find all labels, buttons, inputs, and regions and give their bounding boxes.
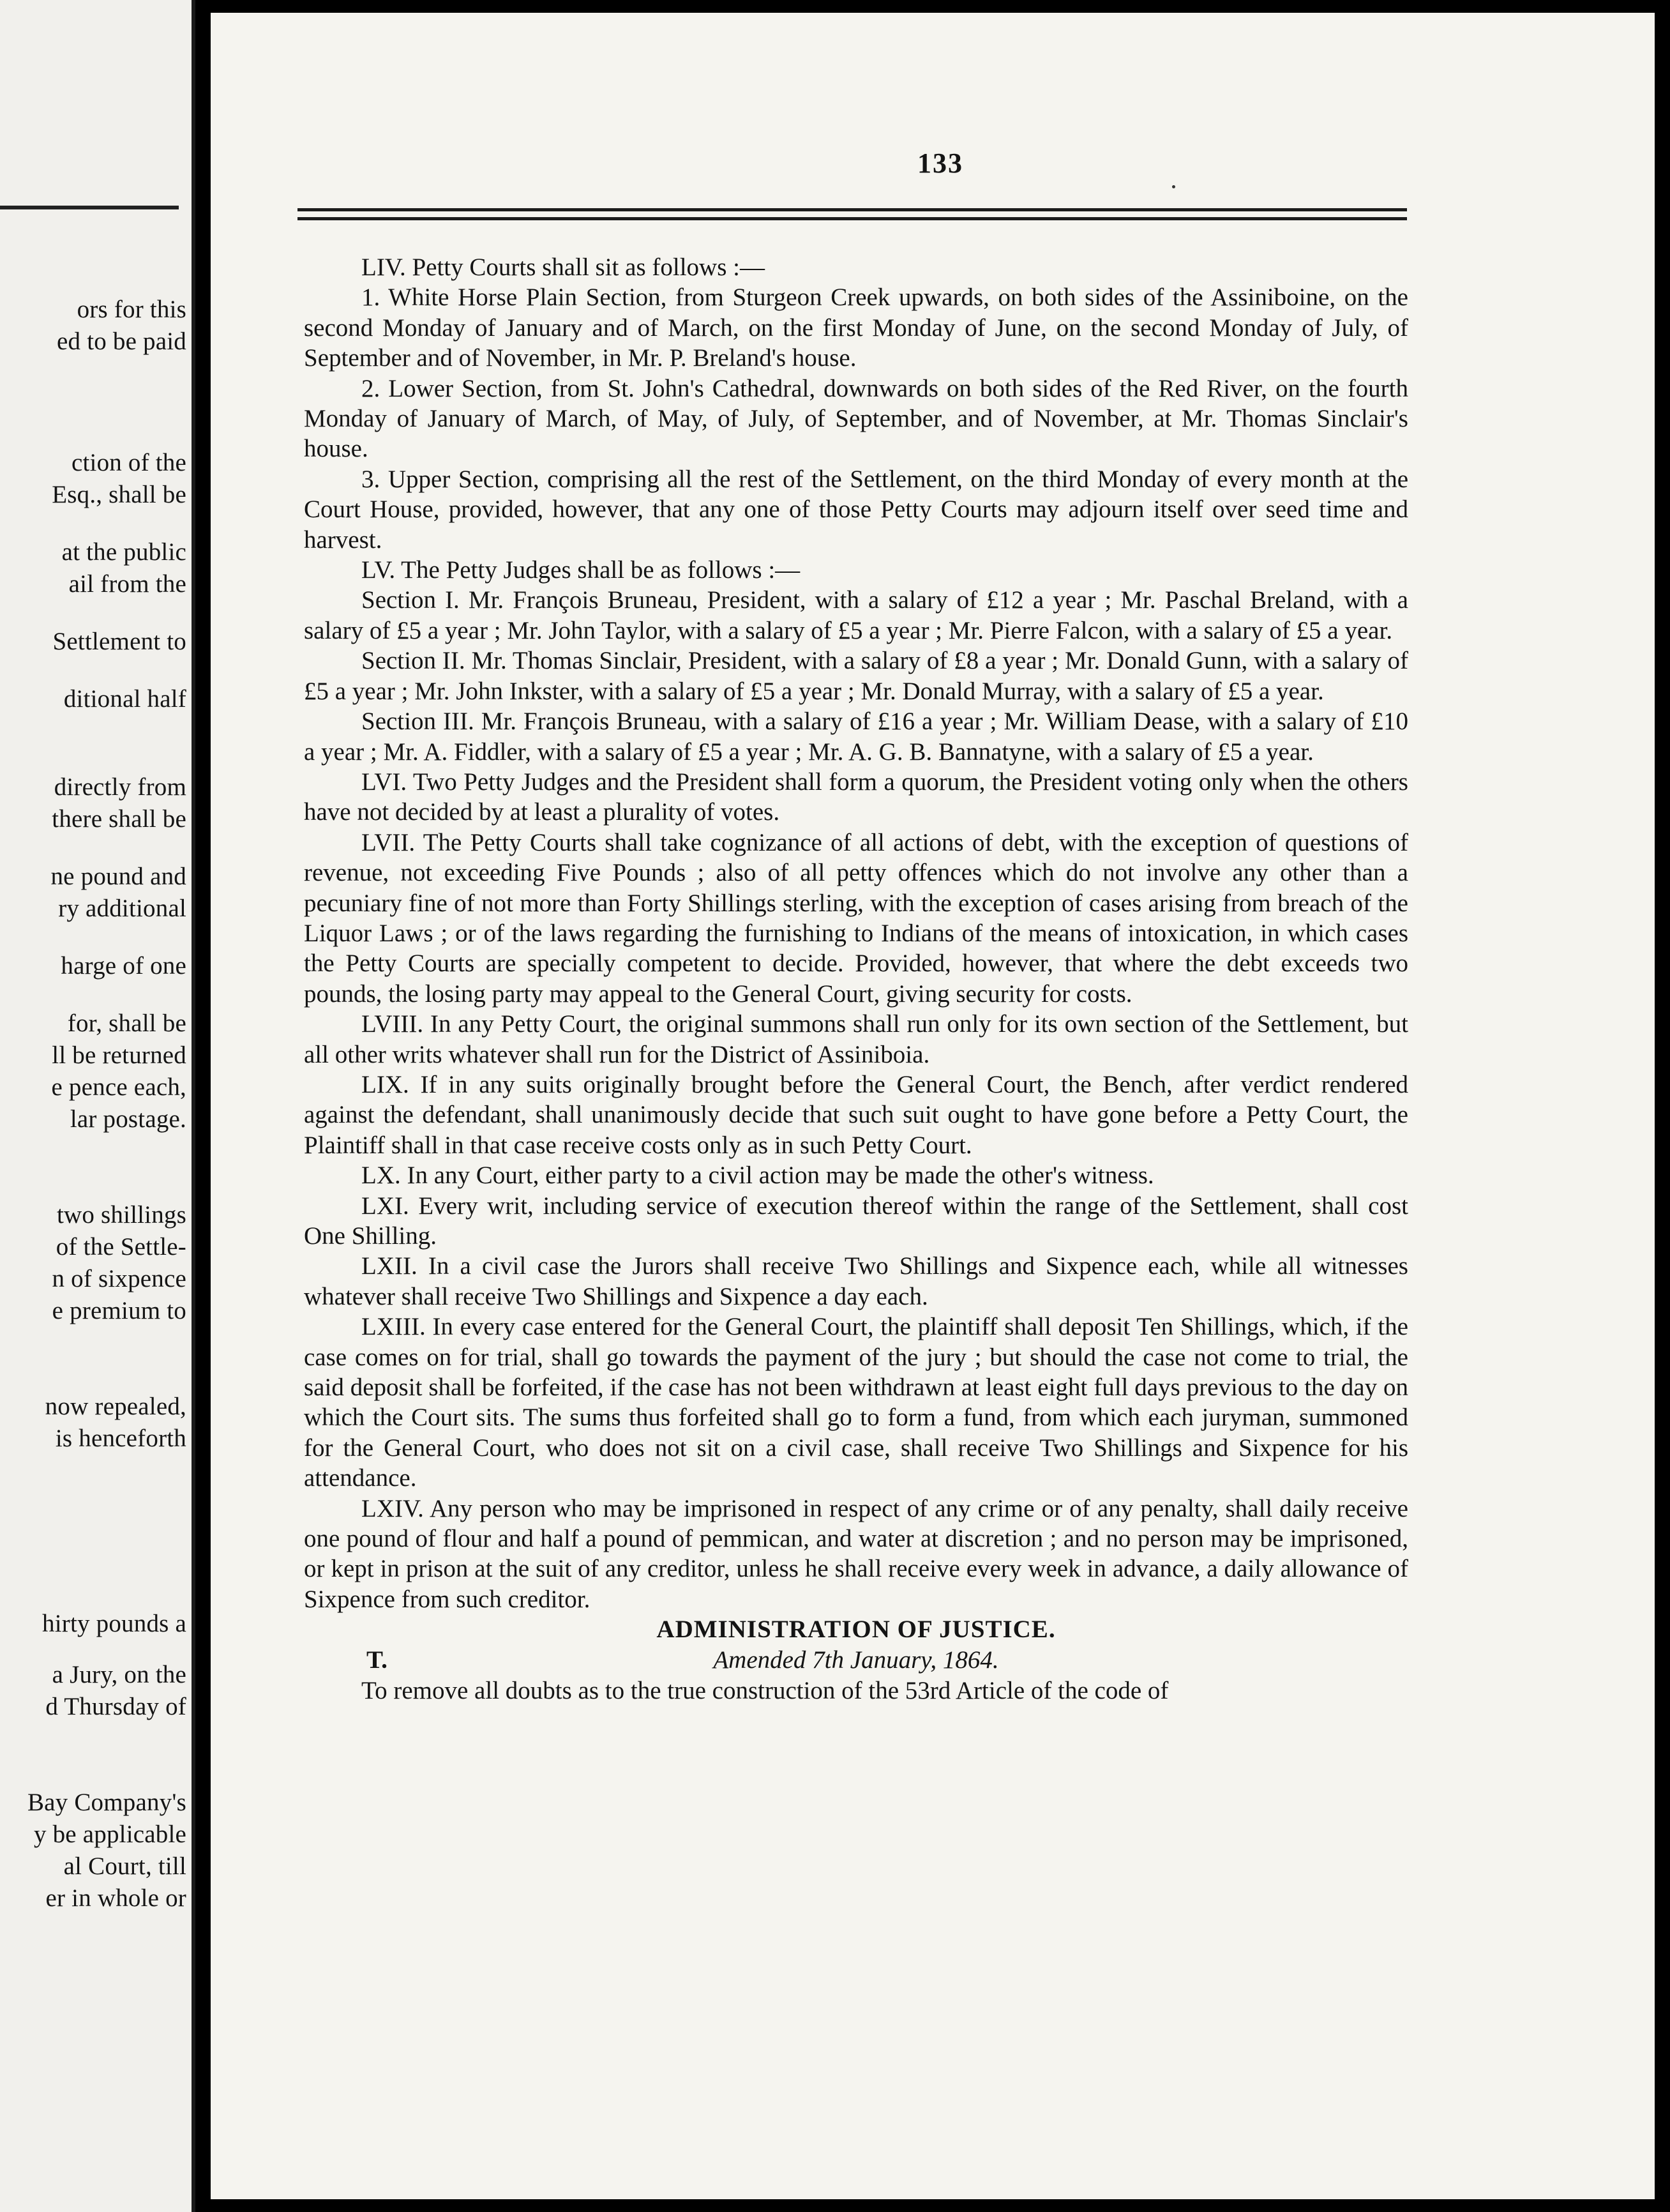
left-page-fragment: a Jury, on the	[52, 1661, 186, 1688]
header-double-rule	[297, 208, 1407, 222]
section-heading: ADMINISTRATION OF JUSTICE.	[656, 1616, 1056, 1644]
left-page-fragment: now repealed,	[45, 1393, 186, 1420]
left-page-fragment: there shall be	[52, 805, 186, 833]
amendment-date: Amended 7th January, 1864.	[713, 1646, 999, 1674]
left-page-fragment: Bay Company's	[27, 1789, 186, 1816]
section-number: T.	[366, 1646, 387, 1674]
paragraph-lxii: LXII. In a civil case the Jurors shall receive Two Shillings and Sixpence each, while all witnesses whatever shall receive Two Shillings and Sixpence a day each.	[304, 1252, 1408, 1310]
document-page	[211, 13, 1655, 2199]
paragraph-lxi: LXI. Every writ, including service of execution thereof within the range of the Settlement, shall cost One Shilling.	[304, 1192, 1408, 1250]
left-page-fragment: of the Settle-	[56, 1233, 186, 1261]
page-number: 133	[917, 148, 963, 179]
paragraph-section-i: Section I. Mr. François Bruneau, President, with a salary of £12 a year ; Mr. Paschal Breland, with a salary of £5 a year ; Mr. John Taylor, with a salary of £5 a year ; Mr. Pierre Falcon, with a salary of £5 a year.	[304, 586, 1408, 644]
left-page-fragment: ry additional	[58, 895, 186, 922]
paragraph-liv-1: 1. White Horse Plain Section, from Sturgeon Creek upwards, on both sides of the Assiniboine, on the second Monday of January and of March, on the first Monday of June, on the second Monday of July, of September and of November, in Mr. P. Breland's house.	[304, 284, 1408, 372]
closing-paragraph: To remove all doubts as to the true construction of the 53rd Article of the code of	[361, 1676, 1169, 1704]
paragraph-lix: LIX. If in any suits originally brought before the General Court, the Bench, after verdict rendered against the defendant, shall unanimously decide that such suit ought to have gone before a Petty Court, the Plaintiff shall in that case receive costs only as in such Petty Court.	[304, 1070, 1408, 1159]
left-page-fragment: Settlement to	[52, 628, 186, 655]
left-page-fragment: directly from	[54, 773, 186, 801]
paragraph-lxiv: LXIV. Any person who may be imprisoned in respect of any crime or of any penalty, shall daily receive one pound of flour and half a pound of pemmican, and water at discretion ; and no person may be imprisoned, or kept in prison at the suit of any creditor, unless he shall receive every week in advance, a daily allowance of Sixpence from such creditor.	[304, 1494, 1408, 1613]
paragraph-lvi: LVI. Two Petty Judges and the President shall form a quorum, the President voting only when the others have not decided by at least a plurality of votes.	[304, 768, 1408, 826]
left-page-fragment: lar postage.	[70, 1105, 186, 1133]
page-body	[304, 252, 1408, 1706]
left-page-fragment: Esq., shall be	[52, 481, 186, 508]
left-page-fragment: e pence each,	[51, 1073, 186, 1101]
left-page-fragment: ail from the	[68, 570, 186, 598]
left-page-rule	[0, 206, 179, 209]
left-page-fragment: two shillings	[56, 1201, 186, 1229]
left-page-fragment: er in whole or	[45, 1884, 186, 1912]
paragraph-lv: LV. The Petty Judges shall be as follows :—	[361, 556, 801, 584]
paragraph-lvii: LVII. The Petty Courts shall take cognizance of all actions of debt, with the exception of questions of revenue, not exceeding Five Pounds ; also of all petty offences which do not involve any other than a pecuniary fine of not more than Forty Shillings sterling, with the exception of cases arising from breach of the Liquor Laws ; or of the laws regarding the furnishing to Indians of the means of intoxication, in which cases the Petty Courts are specially competent to decide. Provided, however, that where the debt exceeds two pounds, the losing party may appeal to the General Court, giving security for costs.	[304, 828, 1408, 1008]
left-page-fragment: is henceforth	[55, 1425, 186, 1452]
left-facing-page	[0, 0, 195, 2212]
left-page-fragment: hirty pounds a	[42, 1610, 186, 1637]
left-page-fragment: harge of one	[61, 952, 186, 980]
left-page-fragment: ed to be paid	[57, 328, 186, 355]
paragraph-liv: LIV. Petty Courts shall sit as follows :—	[361, 254, 765, 281]
left-page-fragment: al Court, till	[63, 1852, 186, 1880]
paragraph-lviii: LVIII. In any Petty Court, the original summons shall run only for its own section of the Settlement, but all other writs whatever shall run for the District of Assiniboia.	[304, 1010, 1408, 1068]
left-page-fragment: e premium to	[52, 1297, 186, 1324]
left-page-fragment: for, shall be	[67, 1010, 186, 1037]
left-page-fragment: ors for this	[77, 296, 186, 323]
print-speck	[1172, 185, 1175, 188]
paragraph-lxiii: LXIII. In every case entered for the General Court, the plaintiff shall deposit Ten Shillings, which, if the case comes on for trial, shall go towards the payment of the jury ; but should the case not come to trial, the said deposit shall be forfeited, if the case has not been withdrawn at least eight full days previous to the day on which the Court sits. The sums thus forfeited shall go to form a fund, from which each juryman, summoned for the General Court, who does not sit on a civil case, shall receive Two Shillings and Sixpence for his attendance.	[304, 1313, 1408, 1492]
left-page-fragment: n of sixpence	[52, 1265, 186, 1292]
paragraph-liv-3: 3. Upper Section, comprising all the rest of the Settlement, on the third Monday of every month at the Court House, provided, however, that any one of those Petty Courts may adjourn itself over seed time and harvest.	[304, 465, 1408, 554]
left-page-fragment: ne pound and	[50, 863, 186, 890]
amendment-line	[304, 1645, 1408, 1676]
paragraph-section-iii: Section III. Mr. François Bruneau, with a salary of £16 a year ; Mr. William Dease, with a salary of £10 a year ; Mr. A. Fiddler, with a salary of £5 a year ; Mr. A. G. B. Bannatyne, with a salary of £5 a year.	[304, 708, 1408, 766]
left-page-fragment: d Thursday of	[45, 1693, 186, 1720]
paragraph-liv-2: 2. Lower Section, from St. John's Cathedral, downwards on both sides of the Red River, on the fourth Monday of January of March, of May, of July, of September, and of November, at Mr. Thomas Sinclair's house.	[304, 374, 1408, 463]
left-page-fragment: at the public	[61, 538, 186, 566]
paragraph-section-ii: Section II. Mr. Thomas Sinclair, President, with a salary of £8 a year ; Mr. Donald Gunn, with a salary of £5 a year ; Mr. John Inkster, with a salary of £5 a year ; Mr. Donald Murray, with a salary of £5 a year.	[304, 647, 1408, 705]
left-page-fragment: ll be returned	[52, 1042, 186, 1069]
paragraph-lx: LX. In any Court, either party to a civil action may be made the other's witness.	[361, 1162, 1154, 1190]
left-page-fragment: y be applicable	[33, 1821, 186, 1848]
left-page-fragment: ditional half	[63, 685, 186, 713]
left-page-fragment: ction of the	[71, 449, 186, 476]
